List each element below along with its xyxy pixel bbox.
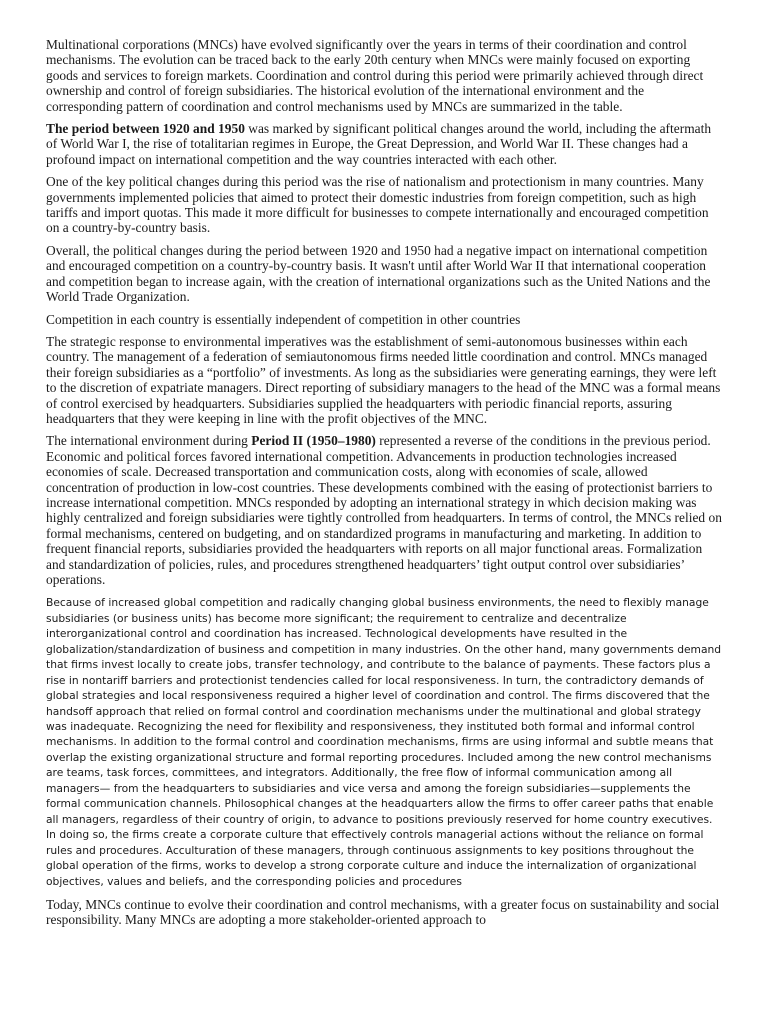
paragraph-competition-statement: Competition in each country is essentially independent of competition in other countries — [46, 311, 521, 327]
paragraph-nationalism: One of the key political changes during this period was the rise of nationalism and protectionism in many countries. Many governments implemented policies that aimed to protect their domestic industries from foreign competition, such as high tariffs and import quotas. This made it more difficult for businesses to compete internationally and encouraged competition on a country-by-country basis. — [46, 174, 709, 236]
paragraph-period-1920-1950 — [46, 121, 722, 167]
paragraph-text: was marked by significant political changes around the world, including the aftermath of World War I, the rise of totalitarian regimes in Europe, the Great Depression, and World War II. These changes had a profound impact on international competition and the way countries interacted with each other. — [46, 121, 712, 167]
paragraph-strategic-response: The strategic response to environmental imperatives was the establishment of semi-autonomous businesses within each country. The management of a federation of semiautonomous firms needed little coordination and control. MNCs managed their foreign subsidiaries as a “portfolio” of investments. As long as the subsidiaries were generating earnings, they were left to the discretion of expatriate managers. Direct reporting of subsidiary managers to the head of the MNC was a formal means of control exercised by headquarters. Subsidiaries supplied the headquarters with periodic financial reports, assuring headquarters that they were keeping in line with the profit objectives of the MNC. — [46, 333, 721, 426]
period-heading-bold: The period between 1920 and 1950 — [46, 121, 245, 137]
document-page — [46, 37, 722, 935]
paragraph-today: Today, MNCs continue to evolve their coordination and control mechanisms, with a greater focus on sustainability and social responsibility. Many MNCs are adopting a more stakeholder-oriented approach to — [46, 897, 720, 928]
paragraph-text-before: The international environment during — [46, 433, 252, 449]
paragraph-global-competition: Because of increased global competition and radically changing global business environments, the need to flexibly manage subsidiaries (or business units) has become more significant; the requirement to centralize and decentralize interorganizational control and coordination has increased. Technological developments have resulted in the globalization/standardization of business and competition in many industries. On the other hand, many governments demand that firms invest locally to create jobs, transfer technology, and contribute to the balance of payments. These factors plus a rise in nontariff barriers and protectionist tendencies called for local responsiveness. In turn, the contradictory demands of global strategies and local responsiveness required a higher level of coordination and control. The firms discovered that the handsoff approach that relied on formal control and coordination mechanisms under the multinational and global strategy was inadequate. Recognizing the need for flexibility and responsiveness, they instituted both formal and informal control mechanisms. In addition to the formal control and coordination mechanisms, firms are using informal and subtle means that overlap the existing organizational structure and formal reporting procedures. Included among the new control mechanisms are teams, task forces, committees, and integrators. Additionally, the free flow of informal communication among all managers— from the headquarters to subsidiaries and vice versa and among the foreign subsidiaries—supplements the formal communication channels. Philosophical changes at the headquarters allow the firms to offer career paths that enable all managers, regardless of their country of origin, to advance to positions previously reserved for home country executives. In doing so, the firms create a corporate culture that effectively controls managerial actions without the reliance on formal rules and procedures. Acculturation of these managers, through continuous assignments to key positions throughout the global operation of the firms, works to develop a strong corporate culture and induce the internalization of organizational objectives, values and beliefs, and the corresponding policies and procedures — [46, 596, 722, 888]
paragraph-overall: Overall, the political changes during the period between 1920 and 1950 had a negative impact on international competition and encouraged competition on a country-by-country basis. It wasn't until after World War II that international cooperation and competition began to increase again, with the creation of international organizations such as the United Nations and the World Trade Organization. — [46, 242, 711, 305]
period-heading-bold: Period II (1950–1980) — [251, 433, 376, 449]
paragraph-text: represented a reverse of the conditions in the previous period. Economic and political forces favored international competition. Advancements in production technologies increased economies of scale. Decreased transportation and communication costs, along with economies of scale, allowed concentration of production in low-cost countries. These developments combined with the easing of protectionist barriers to increase international competition. MNCs responded by adopting an international strategy in which decision making was highly centralized and foreign subsidiaries were tightly controlled from headquarters. In terms of control, the MNCs relied on formal mechanisms, centered on budgeting, and on standardized programs in manufacturing and marketing. In addition to frequent financial reports, subsidiaries provided the headquarters with reports on all major functional areas. Formalization and standardization of policies, rules, and procedures strengthened headquarters’ tight output control over subsidiaries’ operations. — [46, 433, 722, 587]
paragraph-period-ii — [46, 433, 722, 587]
paragraph-intro: Multinational corporations (MNCs) have evolved significantly over the years in terms of their coordination and control mechanisms. The evolution can be traced back to the early 20th century when MNCs were mainly focused on exporting goods and services to foreign markets. Coordination and control during this period were primarily achieved through direct ownership and control of foreign subsidiaries. The historical evolution of the international environment and the corresponding pattern of coordination and control mechanisms used by MNCs are summarized in the table. — [46, 37, 704, 114]
